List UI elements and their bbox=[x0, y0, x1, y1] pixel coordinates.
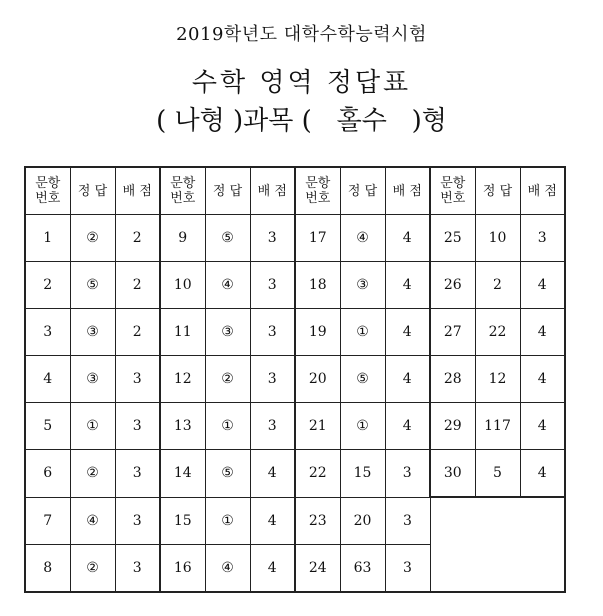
answer-cell: ② bbox=[205, 356, 250, 403]
subject-type-subtitle: ( 나형 )과목 ( 홀수 )형 bbox=[156, 106, 447, 136]
answer-cell: ④ bbox=[70, 497, 115, 544]
question-number-cell: 28 bbox=[430, 356, 475, 403]
answer-cell: ② bbox=[70, 215, 115, 262]
question-number-cell: 22 bbox=[295, 450, 340, 498]
answer-cell: ③ bbox=[70, 309, 115, 356]
points-cell: 3 bbox=[250, 356, 295, 403]
points-cell: 3 bbox=[385, 450, 430, 498]
table-body bbox=[25, 215, 565, 592]
points-cell: 3 bbox=[250, 262, 295, 309]
answer-cell: ⑤ bbox=[70, 262, 115, 309]
question-number-cell: 27 bbox=[430, 309, 475, 356]
empty-cell bbox=[520, 497, 565, 544]
question-number-cell: 5 bbox=[25, 403, 70, 450]
question-number-cell: 9 bbox=[160, 215, 205, 262]
table-row bbox=[25, 356, 565, 403]
question-number-cell: 19 bbox=[295, 309, 340, 356]
question-number-cell: 21 bbox=[295, 403, 340, 450]
question-number-cell: 17 bbox=[295, 215, 340, 262]
answer-cell: 12 bbox=[475, 356, 520, 403]
question-number-cell: 4 bbox=[25, 356, 70, 403]
header-question-number bbox=[25, 167, 70, 215]
header-points: 배 점 bbox=[520, 167, 565, 215]
points-cell: 4 bbox=[385, 215, 430, 262]
answer-key-title: 수학 영역 정답표 bbox=[191, 68, 412, 98]
points-cell: 4 bbox=[385, 403, 430, 450]
question-number-cell: 18 bbox=[295, 262, 340, 309]
question-number-cell: 24 bbox=[295, 544, 340, 592]
question-number-cell: 1 bbox=[25, 215, 70, 262]
answer-cell: 10 bbox=[475, 215, 520, 262]
header-question-number-line2: 번호 bbox=[440, 191, 466, 206]
points-cell: 4 bbox=[385, 309, 430, 356]
table-row bbox=[25, 215, 565, 262]
answer-cell: ① bbox=[70, 403, 115, 450]
question-number-cell: 30 bbox=[430, 450, 475, 498]
points-cell: 3 bbox=[385, 497, 430, 544]
answer-cell: ② bbox=[70, 450, 115, 498]
header-question-number-line2: 번호 bbox=[170, 191, 196, 206]
points-cell: 2 bbox=[115, 309, 160, 356]
empty-cell bbox=[520, 544, 565, 592]
points-cell: 4 bbox=[250, 450, 295, 498]
answer-cell: ① bbox=[205, 497, 250, 544]
header-question-number bbox=[295, 167, 340, 215]
question-number-cell: 14 bbox=[160, 450, 205, 498]
header-points: 배 점 bbox=[250, 167, 295, 215]
header-points: 배 점 bbox=[385, 167, 430, 215]
points-cell: 4 bbox=[250, 497, 295, 544]
answer-cell: 117 bbox=[475, 403, 520, 450]
question-number-cell: 13 bbox=[160, 403, 205, 450]
table-row bbox=[25, 403, 565, 450]
answer-cell: ② bbox=[70, 544, 115, 592]
question-number-cell: 8 bbox=[25, 544, 70, 592]
header-question-number-line1: 문항 bbox=[440, 176, 466, 191]
question-number-cell: 3 bbox=[25, 309, 70, 356]
answer-cell: ③ bbox=[205, 309, 250, 356]
question-number-cell: 25 bbox=[430, 215, 475, 262]
points-cell: 3 bbox=[115, 403, 160, 450]
question-number-cell: 16 bbox=[160, 544, 205, 592]
header-points: 배 점 bbox=[115, 167, 160, 215]
points-cell: 3 bbox=[250, 309, 295, 356]
exam-year-title: 2019학년도 대학수학능력시험 bbox=[176, 24, 427, 45]
header-question-number-line1: 문항 bbox=[305, 176, 331, 191]
question-number-cell: 12 bbox=[160, 356, 205, 403]
answer-key-table bbox=[24, 166, 566, 593]
header-answer: 정 답 bbox=[475, 167, 520, 215]
question-number-cell: 26 bbox=[430, 262, 475, 309]
question-number-cell: 10 bbox=[160, 262, 205, 309]
table-row bbox=[25, 544, 565, 592]
points-cell: 2 bbox=[115, 262, 160, 309]
header-question-number-line1: 문항 bbox=[35, 176, 61, 191]
points-cell: 4 bbox=[250, 544, 295, 592]
question-number-cell: 29 bbox=[430, 403, 475, 450]
points-cell: 4 bbox=[385, 356, 430, 403]
answer-cell: ④ bbox=[205, 544, 250, 592]
answer-cell: 63 bbox=[340, 544, 385, 592]
header-answer: 정 답 bbox=[70, 167, 115, 215]
header-question-number-line2: 번호 bbox=[35, 191, 61, 206]
answer-cell: 22 bbox=[475, 309, 520, 356]
points-cell: 4 bbox=[520, 403, 565, 450]
header-answer: 정 답 bbox=[340, 167, 385, 215]
points-cell: 3 bbox=[115, 497, 160, 544]
answer-cell: ① bbox=[340, 309, 385, 356]
table-row bbox=[25, 309, 565, 356]
answer-cell: ① bbox=[205, 403, 250, 450]
table-row bbox=[25, 262, 565, 309]
question-number-cell: 20 bbox=[295, 356, 340, 403]
question-number-cell: 11 bbox=[160, 309, 205, 356]
empty-cell bbox=[475, 497, 520, 544]
question-number-cell: 2 bbox=[25, 262, 70, 309]
answer-cell: ③ bbox=[70, 356, 115, 403]
table-row bbox=[25, 450, 565, 498]
points-cell: 3 bbox=[520, 215, 565, 262]
question-number-cell: 23 bbox=[295, 497, 340, 544]
answer-cell: ⑤ bbox=[205, 450, 250, 498]
question-number-cell: 7 bbox=[25, 497, 70, 544]
answer-cell: 2 bbox=[475, 262, 520, 309]
header-question-number bbox=[160, 167, 205, 215]
answer-cell: ④ bbox=[340, 215, 385, 262]
answer-cell: 15 bbox=[340, 450, 385, 498]
answer-cell: ④ bbox=[205, 262, 250, 309]
header-answer: 정 답 bbox=[205, 167, 250, 215]
answer-cell: 20 bbox=[340, 497, 385, 544]
header-question-number bbox=[430, 167, 475, 215]
header-question-number-line2: 번호 bbox=[305, 191, 331, 206]
points-cell: 3 bbox=[115, 356, 160, 403]
points-cell: 3 bbox=[115, 450, 160, 498]
points-cell: 3 bbox=[250, 215, 295, 262]
header-question-number-line1: 문항 bbox=[170, 176, 196, 191]
points-cell: 3 bbox=[115, 544, 160, 592]
points-cell: 3 bbox=[385, 544, 430, 592]
table-header-row bbox=[25, 167, 565, 215]
empty-cell bbox=[430, 544, 475, 592]
points-cell: 4 bbox=[520, 262, 565, 309]
answer-cell: 5 bbox=[475, 450, 520, 498]
answer-cell: ③ bbox=[340, 262, 385, 309]
points-cell: 2 bbox=[115, 215, 160, 262]
empty-cell bbox=[475, 544, 520, 592]
empty-cell bbox=[430, 497, 475, 544]
answer-cell: ⑤ bbox=[205, 215, 250, 262]
points-cell: 4 bbox=[385, 262, 430, 309]
points-cell: 4 bbox=[520, 309, 565, 356]
points-cell: 4 bbox=[520, 356, 565, 403]
points-cell: 3 bbox=[250, 403, 295, 450]
question-number-cell: 6 bbox=[25, 450, 70, 498]
question-number-cell: 15 bbox=[160, 497, 205, 544]
table-row bbox=[25, 497, 565, 544]
points-cell: 4 bbox=[520, 450, 565, 498]
answer-cell: ① bbox=[340, 403, 385, 450]
answer-cell: ⑤ bbox=[340, 356, 385, 403]
